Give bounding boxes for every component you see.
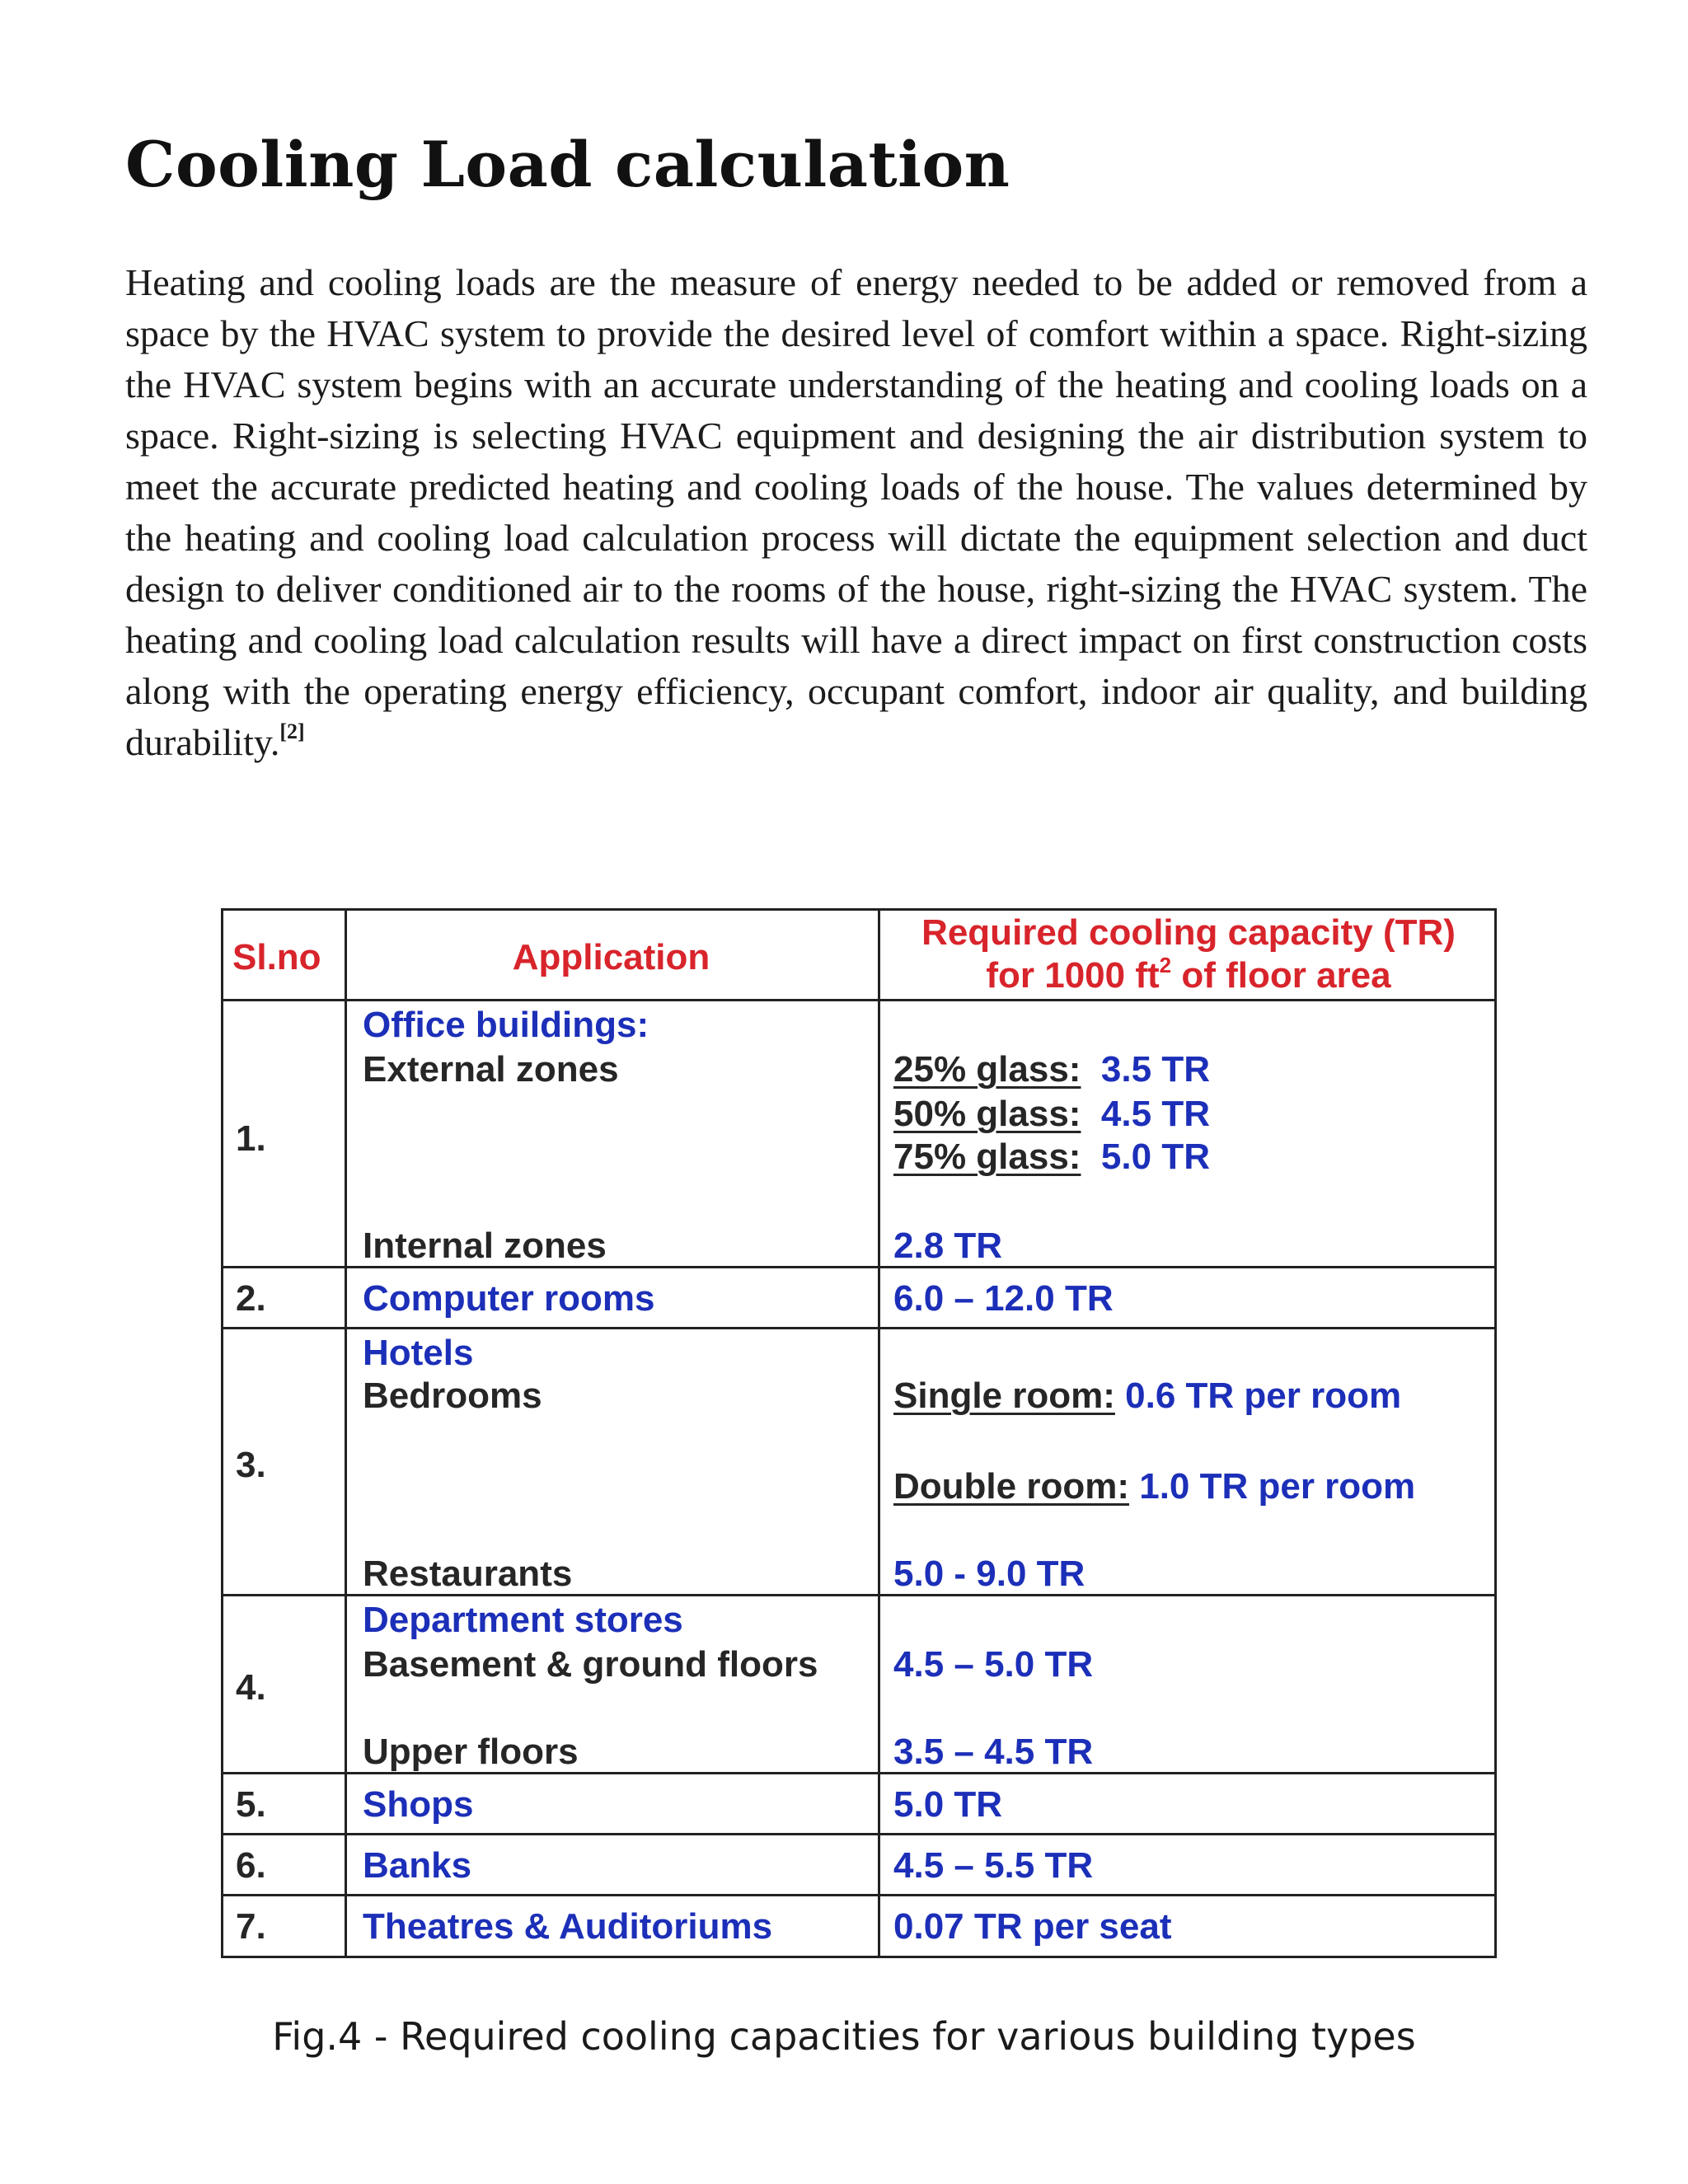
category-shops: Shops — [363, 1784, 474, 1825]
row-number: 1. — [236, 1118, 266, 1159]
table-rule — [1494, 908, 1497, 1958]
table-rule — [221, 999, 1497, 1001]
sub-internal-zones: Internal zones — [363, 1226, 607, 1266]
row-number: 4. — [236, 1667, 266, 1708]
table-rule — [221, 1956, 1497, 1958]
sub-bedrooms: Bedrooms — [363, 1376, 542, 1416]
header-capacity-line1: Required cooling capacity (TR) — [921, 912, 1456, 953]
page-title: Cooling Load calculation — [125, 128, 1010, 201]
table-rule — [221, 908, 1497, 911]
citation-ref: [2] — [279, 719, 305, 743]
category-office-buildings: Office buildings: — [363, 1005, 649, 1045]
row-number: 5. — [236, 1784, 266, 1825]
category-department-stores: Department stores — [363, 1600, 683, 1640]
banks-value: 4.5 – 5.5 TR — [893, 1845, 1094, 1886]
intro-text: Heating and cooling loads are the measure of energy needed to be added or removed from a space by the HVAC system to provide the desired level of comfort within a space. Right-sizing the HVAC system begins with an accurate understanding of the heating and cooling loads on a space. Right-sizing is selecting HVAC equipment and designing the air distribution system to meet the accurate predicted heating and cooling loads of the house. The values determined by the heating and cooling load calculation process will dictate the equipment selection and duct design to deliver conditioned air to the rooms of the house, right-sizing the HVAC system. The heating and cooling load calculation results will have a direct impact on first construction costs along with the operating energy efficiency, occupant comfort, indoor air quality, and building durability. — [125, 261, 1587, 763]
category-banks: Banks — [363, 1845, 472, 1886]
table-rule — [345, 908, 347, 1958]
table-rule — [221, 1833, 1497, 1835]
computer-rooms-value: 6.0 – 12.0 TR — [893, 1278, 1114, 1319]
sub-upper-floors: Upper floors — [363, 1732, 579, 1772]
table-rule — [221, 1327, 1497, 1329]
sub-restaurants: Restaurants — [363, 1554, 573, 1594]
row-number: 2. — [236, 1278, 266, 1319]
table-rule — [221, 1894, 1497, 1896]
theatres-value: 0.07 TR per seat — [893, 1906, 1172, 1947]
single-room: Single room: 0.6 TR per room — [893, 1376, 1402, 1416]
row-number: 7. — [236, 1906, 266, 1947]
sub-external-zones: External zones — [363, 1049, 619, 1090]
cooling-capacity-table — [221, 908, 1497, 1958]
double-room: Double room: 1.0 TR per room — [893, 1466, 1416, 1507]
shops-value: 5.0 TR — [893, 1784, 1003, 1825]
table-rule — [221, 908, 223, 1958]
table-rule — [221, 1772, 1497, 1774]
upper-floors-value: 3.5 – 4.5 TR — [893, 1732, 1094, 1772]
category-computer-rooms: Computer rooms — [363, 1278, 655, 1319]
category-hotels: Hotels — [363, 1333, 474, 1373]
basement-ground-value: 4.5 – 5.0 TR — [893, 1644, 1094, 1685]
figure-caption: Fig.4 - Required cooling capacities for various building types — [272, 2014, 1416, 2059]
glass-50: 50% glass: 4.5 TR — [893, 1094, 1210, 1134]
glass-25: 25% glass: 3.5 TR — [893, 1049, 1210, 1090]
glass-75: 75% glass: 5.0 TR — [893, 1137, 1210, 1177]
table-rule — [221, 1266, 1497, 1268]
table-rule — [878, 908, 880, 1958]
intro-paragraph — [125, 257, 1587, 768]
internal-zones-value: 2.8 TR — [893, 1226, 1003, 1266]
restaurants-value: 5.0 - 9.0 TR — [893, 1554, 1085, 1594]
row-number: 6. — [236, 1845, 266, 1886]
header-capacity-line2: for 1000 $ft^2$ of floor area — [986, 953, 1391, 996]
category-theatres-auditoriums: Theatres & Auditoriums — [363, 1906, 773, 1947]
row-number: 3. — [236, 1445, 266, 1485]
sub-basement-ground: Basement & ground floors — [363, 1644, 818, 1685]
header-application: Application — [512, 937, 710, 977]
table-rule — [221, 1594, 1497, 1596]
header-slno: Sl.no — [232, 937, 321, 977]
